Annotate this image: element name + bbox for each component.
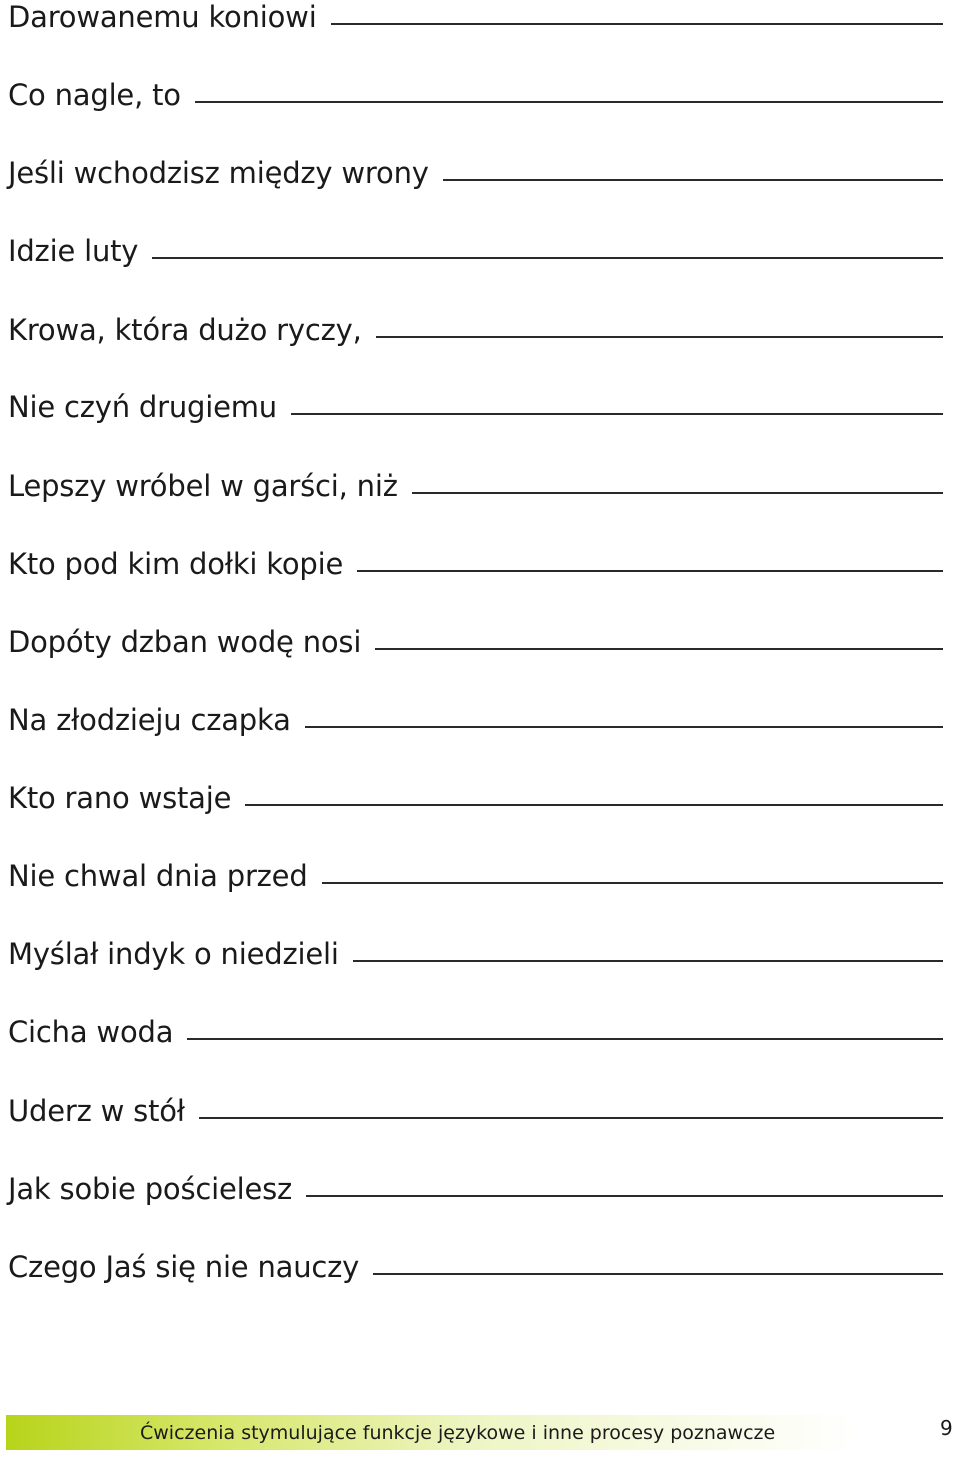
proverb-row	[8, 700, 943, 740]
answer-line[interactable]	[376, 336, 943, 338]
answer-line[interactable]	[331, 23, 943, 25]
proverb-row	[8, 1091, 943, 1131]
proverb-row	[8, 0, 943, 37]
page-number: 9	[940, 1416, 953, 1440]
proverb-row	[8, 1169, 943, 1209]
proverb-row	[8, 1247, 943, 1287]
proverb-row	[8, 466, 943, 506]
answer-line[interactable]	[412, 492, 943, 494]
footer-title: Ćwiczenia stymulujące funkcje językowe i inne procesy poznawcze	[140, 1422, 776, 1444]
proverb-start: Czego Jaś się nie nauczy	[8, 1250, 360, 1284]
answer-line[interactable]	[152, 257, 943, 259]
proverb-start: Dopóty dzban wodę nosi	[8, 625, 362, 659]
answer-line[interactable]	[245, 804, 943, 806]
answer-line[interactable]	[187, 1038, 943, 1040]
proverb-row	[8, 778, 943, 818]
proverb-start: Kto rano wstaje	[8, 781, 232, 815]
answer-line[interactable]	[199, 1117, 943, 1119]
answer-line[interactable]	[195, 101, 943, 103]
proverb-start: Cicha woda	[8, 1015, 174, 1049]
answer-line[interactable]	[291, 413, 943, 415]
proverb-row	[8, 231, 943, 271]
proverb-row	[8, 856, 943, 896]
proverb-row	[8, 153, 943, 193]
answer-line[interactable]	[306, 1195, 943, 1197]
answer-line[interactable]	[443, 179, 943, 181]
proverb-row	[8, 622, 943, 662]
proverb-row	[8, 934, 943, 974]
proverb-start: Nie czyń drugiemu	[8, 390, 277, 424]
proverb-row	[8, 387, 943, 427]
answer-line[interactable]	[375, 648, 943, 650]
proverb-start: Nie chwal dnia przed	[8, 859, 308, 893]
proverb-row	[8, 310, 943, 350]
answer-line[interactable]	[322, 882, 943, 884]
proverb-start: Uderz w stół	[8, 1094, 185, 1128]
answer-line[interactable]	[305, 726, 943, 728]
proverb-start: Darowanemu koniowi	[8, 0, 317, 34]
proverb-start: Lepszy wróbel w garści, niż	[8, 469, 398, 503]
proverb-start: Kto pod kim dołki kopie	[8, 547, 344, 581]
answer-line[interactable]	[357, 570, 943, 572]
proverb-row	[8, 1012, 943, 1052]
proverb-start: Co nagle, to	[8, 78, 181, 112]
answer-line[interactable]	[373, 1273, 943, 1275]
proverb-start: Krowa, która dużo ryczy,	[8, 313, 362, 347]
proverb-start: Jeśli wchodzisz między wrony	[8, 156, 429, 190]
proverb-row	[8, 544, 943, 584]
proverb-start: Myślał indyk o niedzieli	[8, 937, 339, 971]
answer-line[interactable]	[353, 960, 943, 962]
proverb-start: Jak sobie pościelesz	[8, 1172, 293, 1206]
proverb-row	[8, 75, 943, 115]
proverb-start: Idzie luty	[8, 234, 139, 268]
proverb-start: Na złodzieju czapka	[8, 703, 291, 737]
